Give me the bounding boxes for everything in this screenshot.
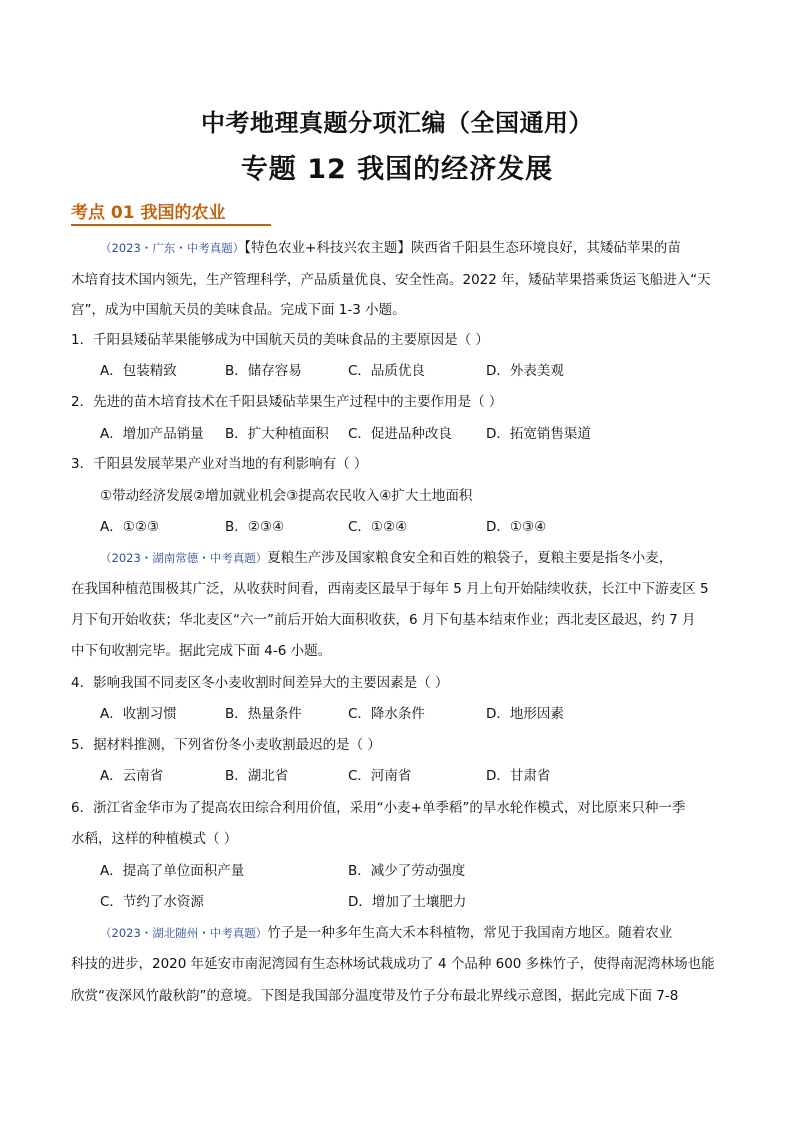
- question-5-stem: 5．据材料推测，下列省份冬小麦收割最迟的是（ ）: [71, 737, 381, 753]
- question-6-option-c[interactable]: C．节约了水资源: [100, 894, 204, 910]
- passage-2-line-3: 月下旬开始收获；华北麦区“六一”前后开始大面积收获，6 月下旬基本结束作业；西北麦区最迟，约 7 月: [71, 612, 696, 628]
- question-2-option-b[interactable]: B．扩大种植面积: [225, 426, 329, 442]
- passage-2-line-1: [100, 548, 672, 568]
- passage-2-text: 夏粮生产涉及国家粮食安全和百姓的粮袋子，夏粮主要是指冬小麦，: [267, 550, 673, 566]
- question-5-option-b[interactable]: B．湖北省: [225, 768, 289, 784]
- question-6-stem-line-2: 水稻，这样的种植模式（ ）: [71, 831, 238, 847]
- section-heading: 考点 01 我国的农业: [71, 203, 226, 223]
- question-6-stem-line-1: 6．浙江省金华市为了提高农田综合利用价值，采用“小麦+单季稻”的旱水轮作模式，对比原来只种一季: [71, 800, 686, 816]
- passage-2-source: （2023・湖南常德・中考真题）: [100, 551, 268, 565]
- question-3-option-b[interactable]: B．②③④: [225, 519, 285, 535]
- question-2-option-a[interactable]: A．增加产品销量: [100, 426, 204, 442]
- question-6-option-a[interactable]: A．提高了单位面积产量: [100, 863, 245, 879]
- question-4-option-c[interactable]: C．降水条件: [348, 706, 425, 722]
- question-3-option-a[interactable]: A．①②③: [100, 519, 160, 535]
- passage-3-text: 竹子是一种多年生高大禾本科植物，常见于我国南方地区。随着农业: [267, 925, 673, 941]
- question-1-option-d[interactable]: D．外表美观: [486, 363, 564, 379]
- passage-3-line-3: 欣赏“夜深风竹敲秋韵”的意境。下图是我国部分温度带及竹子分布最北界线示意图，据此完成下面 7-8: [71, 988, 679, 1004]
- passage-1-text: 【特色农业+科技兴农主题】陕西省千阳县生态环境良好，其矮砧苹果的苗: [244, 240, 681, 256]
- question-1-option-c[interactable]: C．品质优良: [348, 363, 425, 379]
- passage-1-source: （2023・广东・中考真题）: [100, 241, 245, 255]
- question-1-option-a[interactable]: A．包装精致: [100, 363, 177, 379]
- question-3-stem: 3．千阳县发展苹果产业对当地的有利影响有（ ）: [71, 456, 368, 472]
- document-subtitle: 专题 12 我国的经济发展: [240, 154, 554, 185]
- question-2-stem: 2．先进的苗木培育技术在千阳县矮砧苹果生产过程中的主要作用是（ ）: [71, 394, 503, 410]
- question-4-stem: 4．影响我国不同麦区冬小麦收割时间差异大的主要因素是（ ）: [71, 675, 449, 691]
- question-4-option-d[interactable]: D．地形因素: [486, 706, 564, 722]
- question-6-option-b[interactable]: B．减少了劳动强度: [348, 863, 466, 879]
- question-4-option-a[interactable]: A．收割习惯: [100, 706, 177, 722]
- question-3-option-c[interactable]: C．①②④: [348, 519, 408, 535]
- question-5-option-c[interactable]: C．河南省: [348, 768, 412, 784]
- passage-3-source: （2023・湖北随州・中考真题）: [100, 926, 268, 940]
- section-underline: [71, 224, 271, 226]
- question-5-option-a[interactable]: A．云南省: [100, 768, 164, 784]
- passage-2-line-4: 中下旬收割完毕。据此完成下面 4-6 小题。: [71, 643, 332, 659]
- question-1-stem: 1．千阳县矮砧苹果能够成为中国航天员的美味食品的主要原因是（ ）: [71, 332, 489, 348]
- question-3-option-d[interactable]: D．①③④: [486, 519, 547, 535]
- question-3-items: ①带动经济发展②增加就业机会③提高农民收入④扩大土地面积: [100, 488, 473, 504]
- question-5-option-d[interactable]: D．甘肃省: [486, 768, 551, 784]
- passage-3-line-1: [100, 923, 672, 943]
- question-1-option-b[interactable]: B．储存容易: [225, 363, 302, 379]
- question-2-option-c[interactable]: C．促进品种改良: [348, 426, 452, 442]
- question-4-option-b[interactable]: B．热量条件: [225, 706, 302, 722]
- passage-1-line-2: 木培育技术国内领先，生产管理科学，产品质量优良、安全性高。2022 年，矮砧苹果搭乘货运飞船进入“天: [71, 272, 711, 288]
- question-6-option-d[interactable]: D．增加了土壤肥力: [348, 894, 467, 910]
- passage-1-line-1: [100, 238, 681, 258]
- question-2-option-d[interactable]: D．拓宽销售渠道: [486, 426, 591, 442]
- passage-1-line-3: 宫”，成为中国航天员的美味食品。完成下面 1-3 小题。: [71, 302, 406, 318]
- passage-2-line-2: 在我国种植范围极其广泛，从收获时间看，西南麦区最早于每年 5 月上旬开始陆续收获，长江中下游麦区 5: [71, 581, 709, 597]
- passage-3-line-2: 科技的进步，2020 年延安市南泥湾园有生态林场试栽成功了 4 个品种 600 多株竹子，使得南泥湾林场也能: [71, 956, 715, 972]
- document-title: 中考地理真题分项汇编（全国通用）: [201, 109, 593, 137]
